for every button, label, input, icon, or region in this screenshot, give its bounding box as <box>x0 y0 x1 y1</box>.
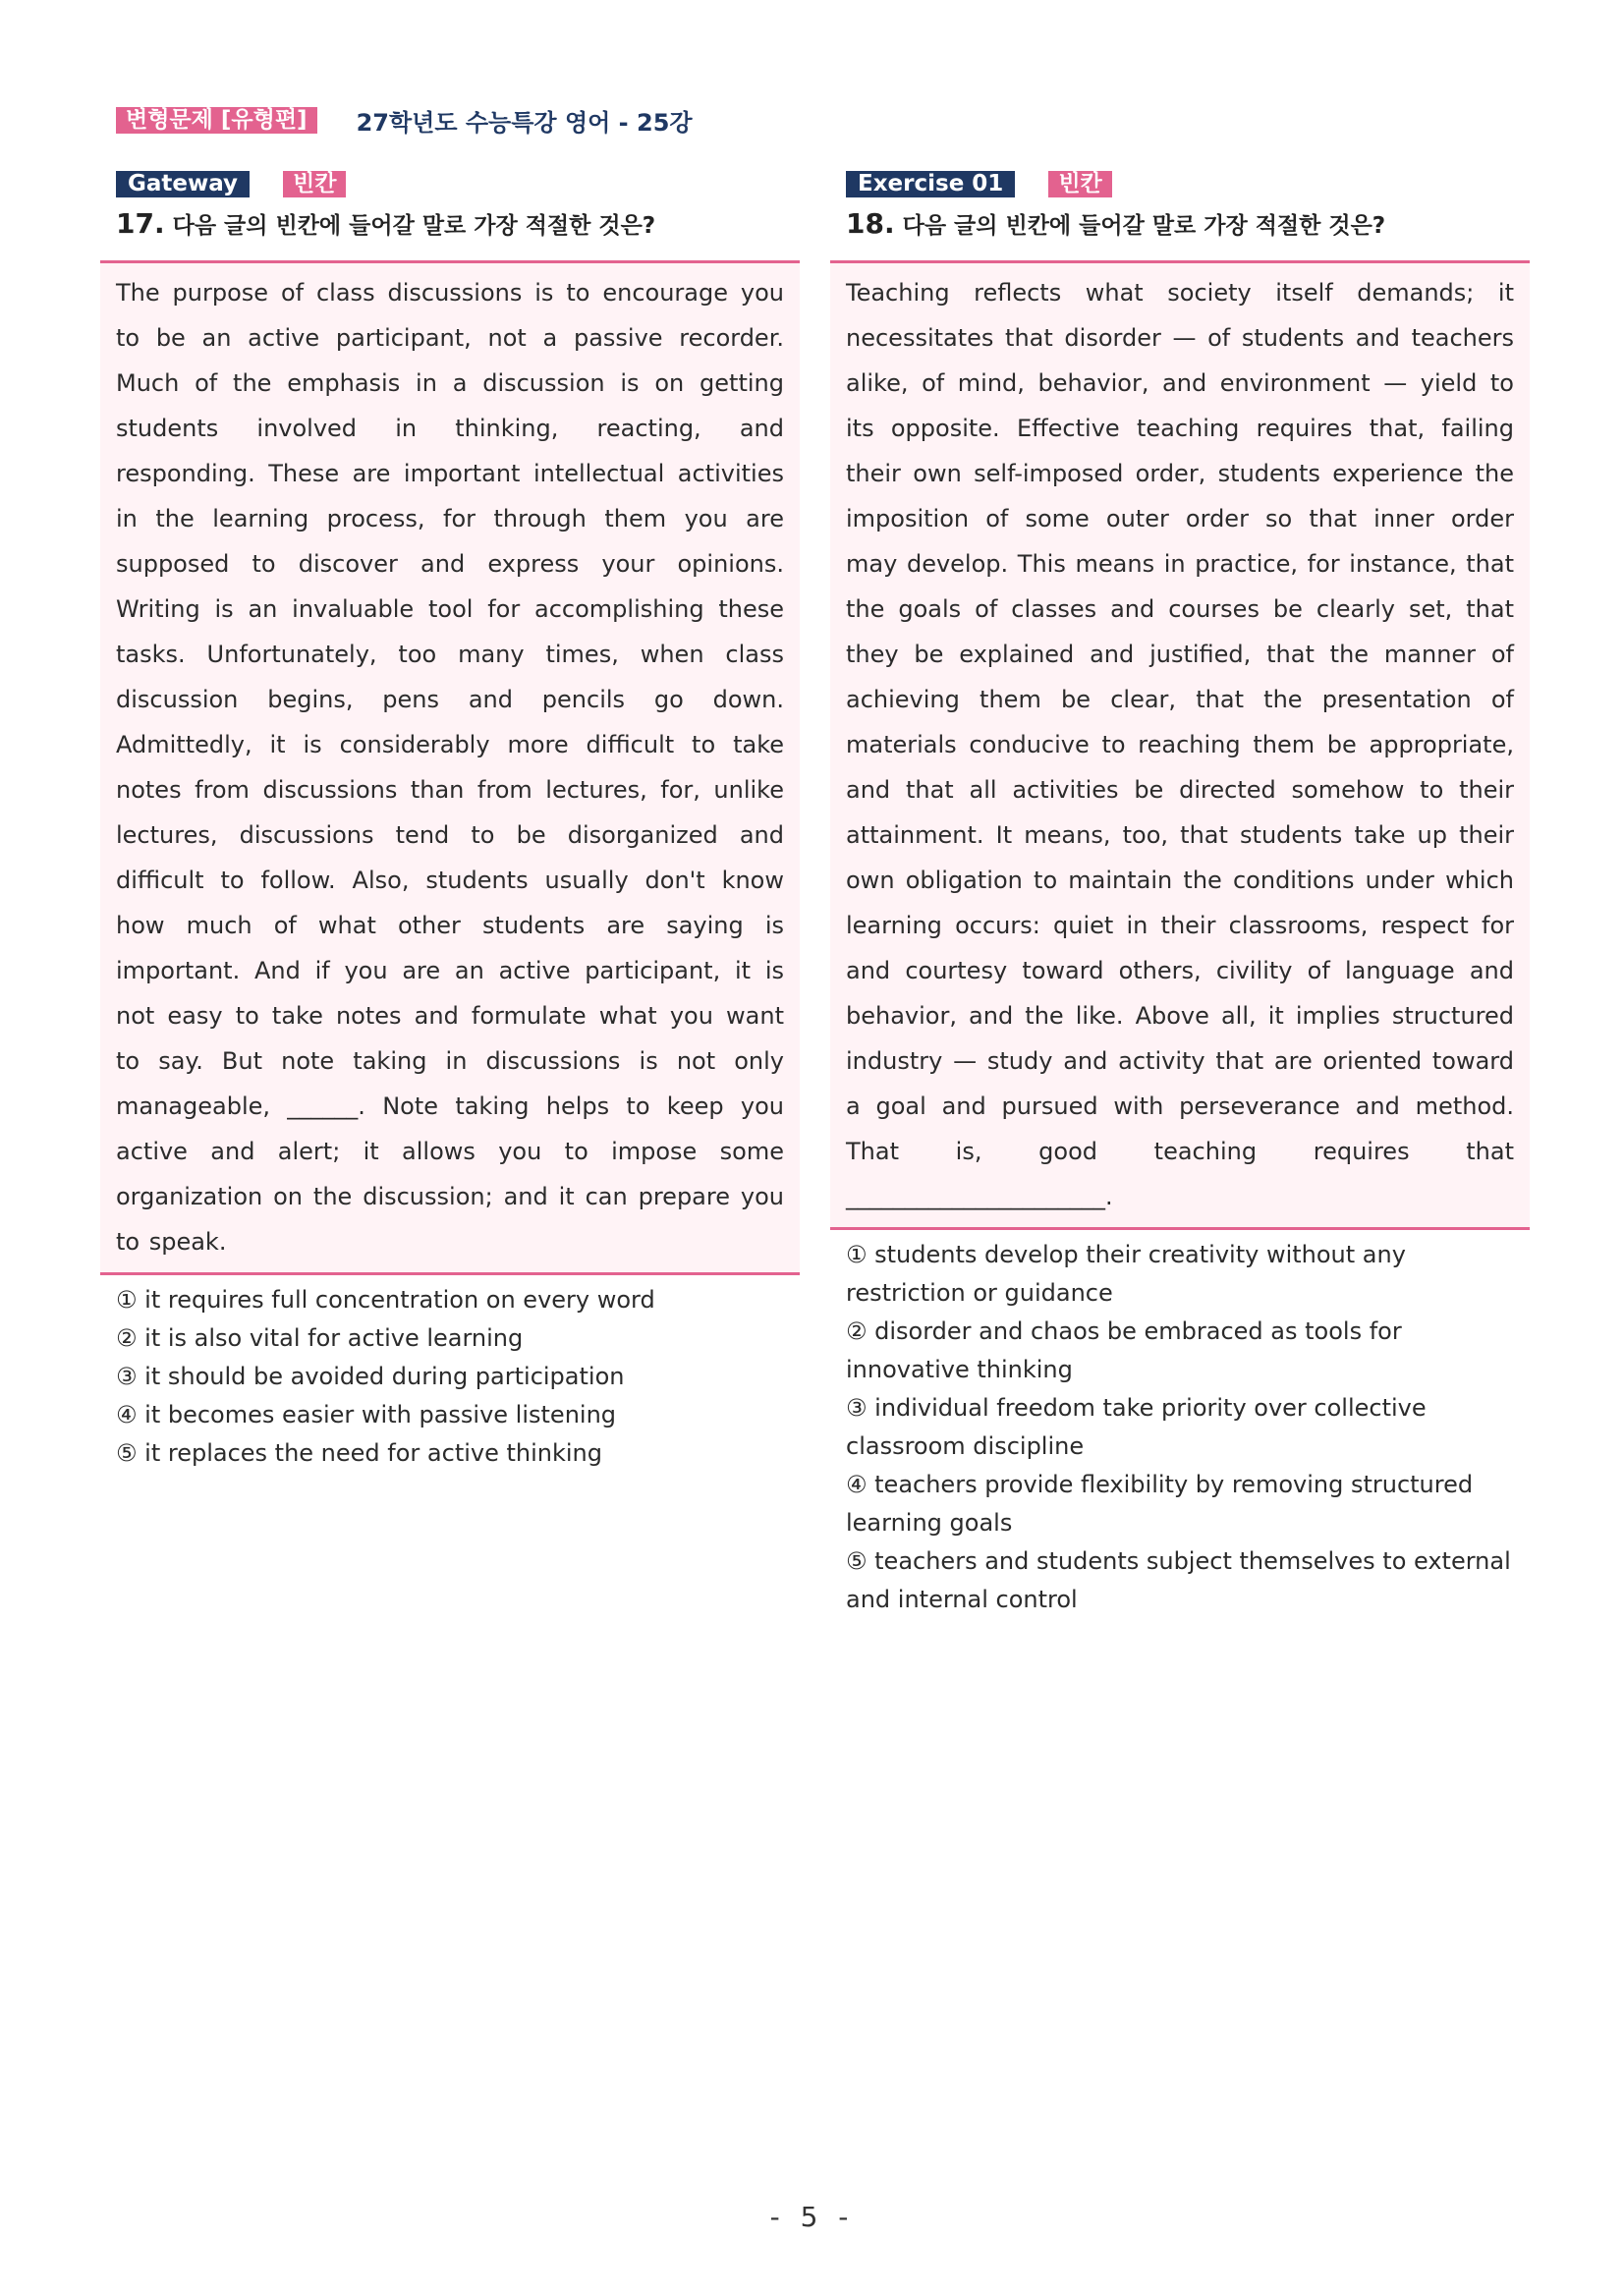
header-title: 27학년도 수능특강 영어 - 25강 <box>356 108 693 137</box>
answer-options <box>830 1230 1530 1619</box>
option-1[interactable]: ① it requires full concentration on every word <box>116 1286 655 1314</box>
option-4[interactable]: ④ teachers provide flexibility by removing structured learning goals <box>846 1471 1474 1537</box>
left-tags <box>100 170 800 197</box>
passage-box: Teaching reflects what society itself demands; it necessitates that disorder — of students and teachers alike, of mind, behavior, and environment — yield to its opposite. Effective teaching requires that, failing their own self-imposed order, students experience the imposition of some outer order so that inner order may develop. This means in practice, for instance, that the goals of classes and courses be clearly set, that they be explained and justified, that the manner of achieving them be clear, that the presentation of materials conducive to reaching them be appropriate, and that all activities be directed somehow to their attainment. It means, too, that students take up their own obligation to maintain the conditions under which learning occurs: quiet in their classrooms, respect for and courtesy toward others, civility of language and behavior, and the like. Above all, it implies structured industry — study and activity that are oriented toward a goal and pursued with perseverance and method. That is, good teaching requires that ______________________. <box>830 260 1530 1230</box>
option-2[interactable]: ② it is also vital for active learning <box>116 1324 524 1352</box>
type-label: 빈칸 <box>1048 171 1111 197</box>
page-header <box>116 103 693 137</box>
option-5[interactable]: ⑤ it replaces the need for active thinking <box>116 1439 602 1467</box>
left-column <box>100 170 800 1473</box>
option-2[interactable]: ② disorder and chaos be embraced as tools for innovative thinking <box>846 1317 1402 1383</box>
option-1[interactable]: ① students develop their creativity without any restriction or guidance <box>846 1241 1406 1307</box>
question-text: 다음 글의 빈칸에 들어갈 말로 가장 적절한 것은? <box>172 213 656 239</box>
option-4[interactable]: ④ it becomes easier with passive listening <box>116 1401 617 1428</box>
question-text: 다음 글의 빈칸에 들어갈 말로 가장 적절한 것은? <box>902 213 1386 239</box>
passage-box: The purpose of class discussions is to encourage you to be an active participant, not a passive recorder. Much of the emphasis in a discussion is on getting students involved in thinking, reacting, and responding. These are important intellectual activities in the learning process, for through them you are supposed to discover and express your opinions. Writing is an invaluable tool for accomplishing these tasks. Unfortunately, too many times, when class discussion begins, pens and pencils go down. Admittedly, it is considerably more difficult to take notes from discussions than from lectures, for, unlike lectures, discussions tend to be disorganized and difficult to follow. Also, students usually don't know how much of what other students are saying is important. And if you are an active participant, it is not easy to take notes and formulate what you want to say. But note taking in discussions is not only manageable, ______. Note taking helps to keep you active and alert; it allows you to impose some organization on the discussion; and it can prepare you to speak. <box>100 260 800 1275</box>
question-number: 18. <box>846 207 895 240</box>
section-label: Gateway <box>116 171 250 197</box>
option-3[interactable]: ③ it should be avoided during participation <box>116 1363 625 1390</box>
header-badge: 변형문제 [유형편] <box>116 107 317 134</box>
answer-options <box>100 1275 800 1473</box>
question-heading <box>100 207 800 241</box>
question-heading <box>830 207 1530 241</box>
right-column <box>830 170 1530 1619</box>
question-number: 17. <box>116 207 165 240</box>
option-5[interactable]: ⑤ teachers and students subject themselves to external and internal control <box>846 1547 1511 1613</box>
section-label: Exercise 01 <box>846 171 1015 197</box>
page-number: - 5 - <box>769 2201 855 2233</box>
type-label: 빈칸 <box>283 171 346 197</box>
option-3[interactable]: ③ individual freedom take priority over collective classroom discipline <box>846 1394 1427 1460</box>
right-tags <box>830 170 1530 197</box>
